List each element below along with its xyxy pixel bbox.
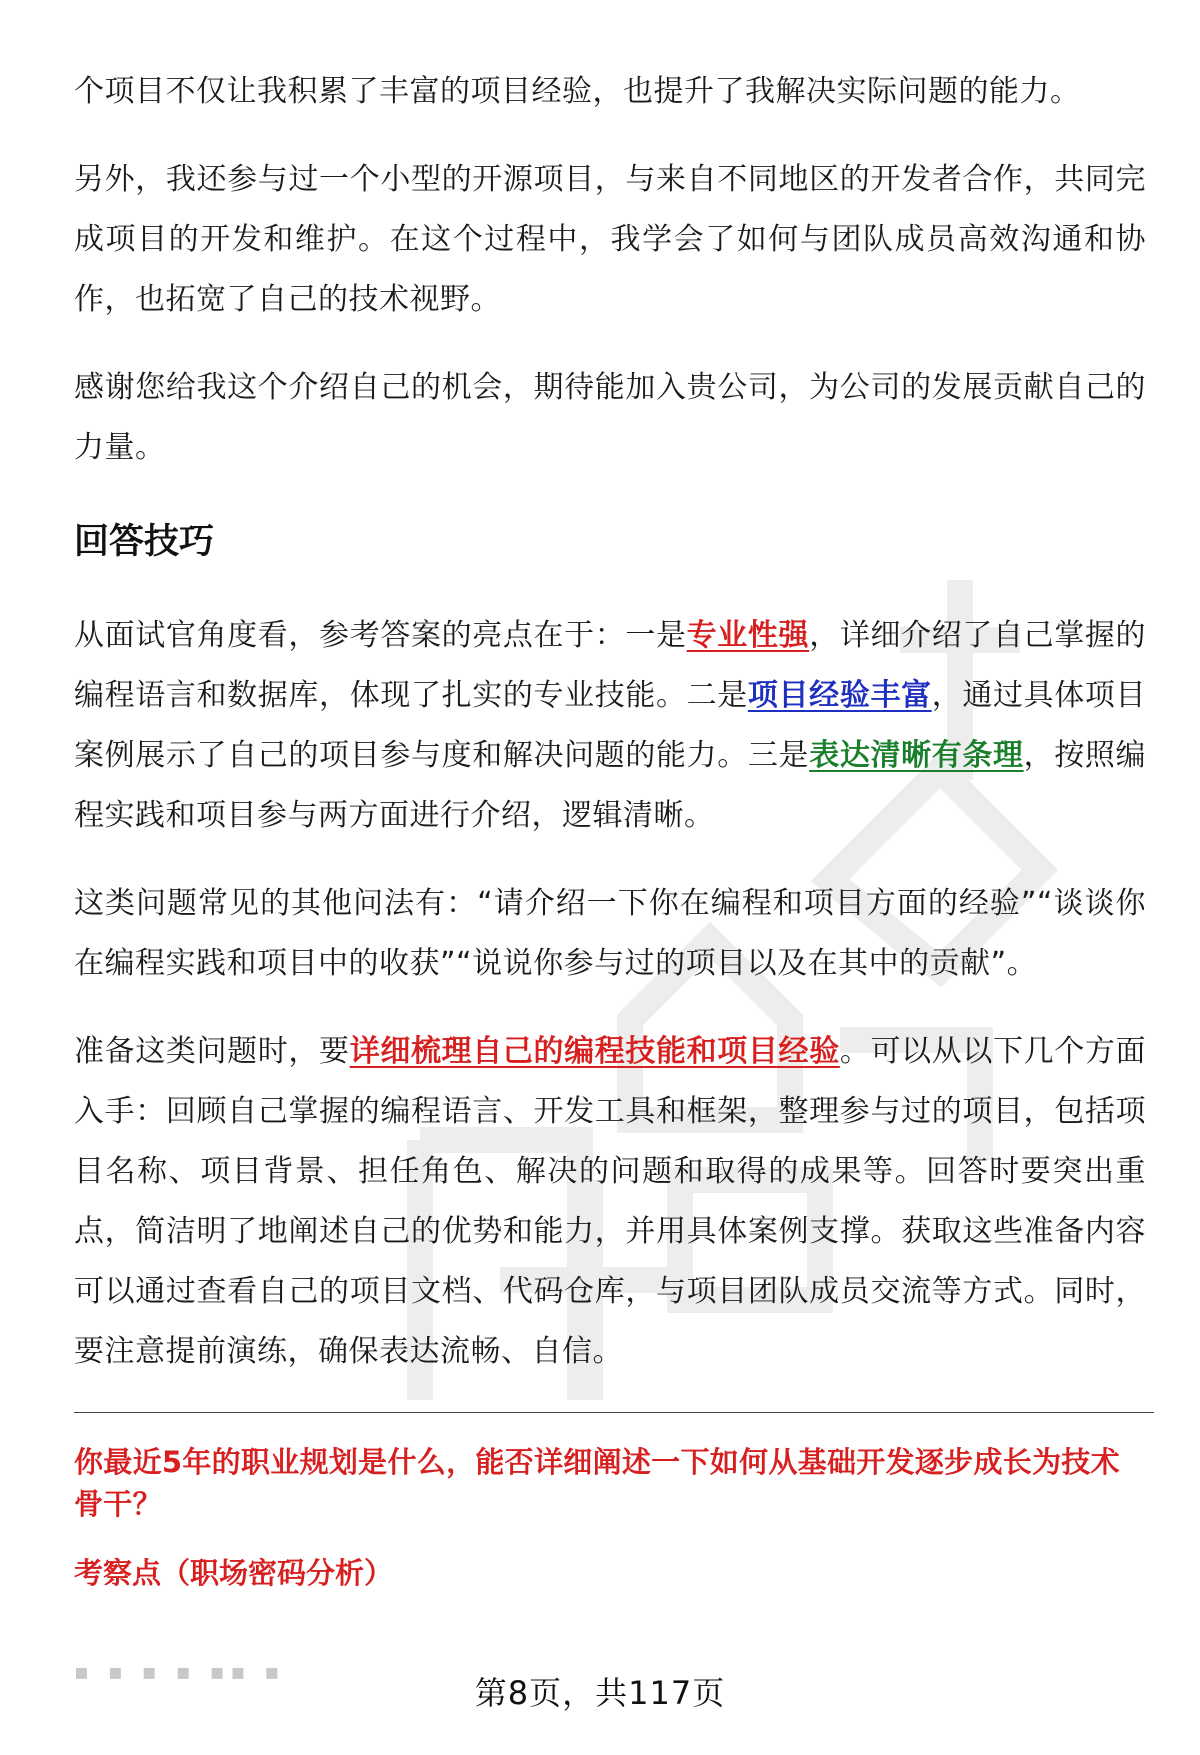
next-question-subtitle: 考察点（职场密码分析） [74,1556,394,1590]
paragraph-highlights [74,606,1146,846]
text-segment: 。可以从以下几个方面入手：回顾自己掌握的编程语言、开发工具和框架，整理参与过的项目，包括项目名称、项目背景、担任角色、解决的问题和取得的成果等。回答时要突出重点，简洁明了地阐述自己的优势和能力，并用具体案例支撑。获取这些准备内容可以通过查看自己的项目文档、代码仓库，与项目团队成员交流等方式。同时，要注意提前演练，确保表达流畅、自信。 [74,1034,1147,1369]
paragraph-thanks: 感谢您给我这个介绍自己的机会，期待能加入贵公司，为公司的发展贡献自己的力量。 [74,370,1146,465]
next-question-title: 你最近5年的职业规划是什么，能否详细阐述一下如何从基础开发逐步成长为技术骨干？ [74,1445,1120,1521]
paragraph-open-source: 另外，我还参与过一个小型的开源项目，与来自不同地区的开发者合作，共同完成项目的开发和维护。在这个过程中，我学会了如何与团队成员高效沟通和协作，也拓宽了自己的技术视野。 [74,162,1146,317]
highlight-professional: 专业性强 [686,618,810,653]
text-segment: ，通过具体项目案例展示了自己的项目参与度和解决问题的能力。三是 [74,678,1147,773]
section-title-answer-tips: 回答技巧 [74,522,215,562]
highlight-project-experience: 项目经验丰富 [747,678,932,713]
page-number: 第8页，共117页 [474,1674,726,1712]
paragraph-preparation [74,1022,1146,1382]
highlight-review-skills: 详细梳理自己的编程技能和项目经验 [349,1034,840,1069]
paragraph-project-experience: 个项目不仅让我积累了丰富的项目经验，也提升了我解决实际问题的能力。 [74,74,1081,109]
text-segment: ，详细介绍了自己掌握的编程语言和数据库，体现了扎实的专业技能。二是 [74,618,1147,713]
document-page [74,62,1146,1595]
text-segment: 准备这类问题时，要 [74,1034,350,1069]
paragraph-alt-questions: 这类问题常见的其他问法有：“请介绍一下你在编程和项目方面的经验”“谈谈你在编程实践和项目中的收获”“说说你参与过的项目以及在其中的贡献”。 [74,886,1146,981]
highlight-clear-expression: 表达清晰有条理 [809,738,1024,773]
text-segment: 从面试官角度看，参考答案的亮点在于：一是 [74,618,687,653]
faded-text-fragment: ▪ ▪ ▪ ▪ ▪▪ ▪ [74,1660,286,1685]
text-segment: ，按照编程实践和项目参与两方面进行介绍，逻辑清晰。 [74,738,1147,833]
